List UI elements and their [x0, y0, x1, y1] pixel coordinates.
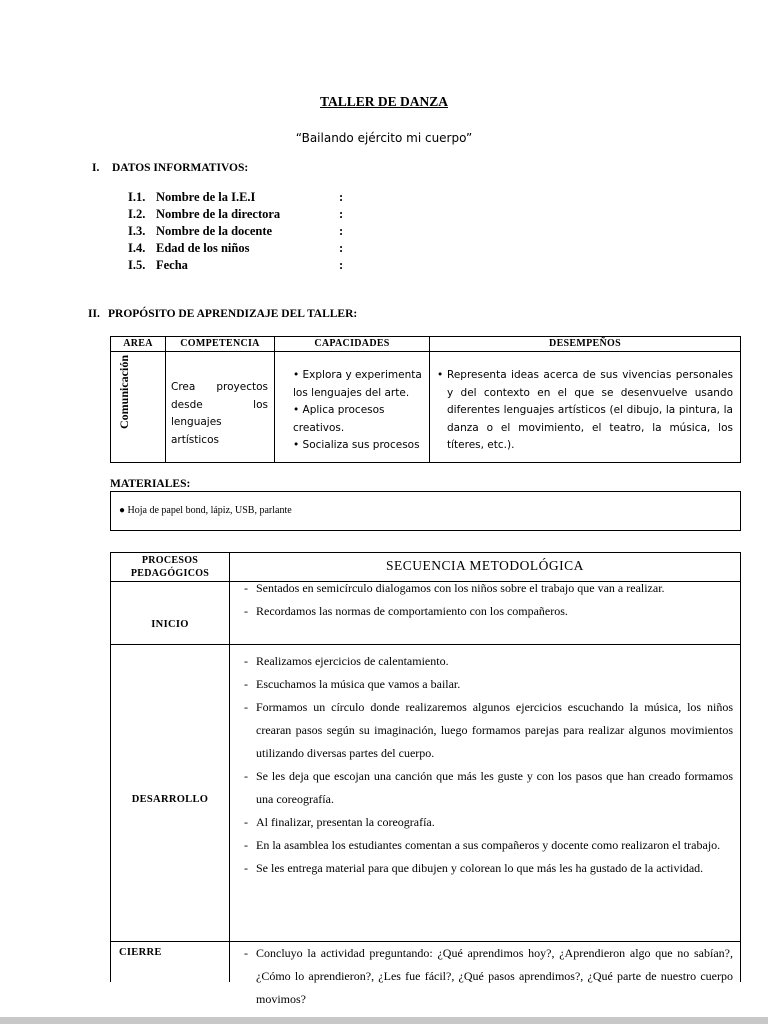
page-footer-bar: [0, 1017, 768, 1024]
competencia-line: artísticos: [171, 433, 219, 446]
header-divider: [111, 351, 740, 352]
info-number: I.2.: [128, 207, 146, 221]
info-number: I.5.: [128, 258, 146, 272]
column-divider: [429, 337, 430, 462]
info-number: I.4.: [128, 241, 146, 255]
info-row-fecha: [128, 258, 344, 275]
materiales-box: [110, 491, 741, 531]
info-label: Nombre de la I.E.I: [156, 190, 256, 204]
step-text: Sentados en semicírculo dialogamos con los niños sobre el trabajo que van a realizar.: [256, 581, 665, 595]
capacidad-item: • Socializa sus procesos: [293, 439, 420, 451]
row-divider: [111, 644, 740, 645]
step-text: Recordamos las normas de comportamiento con los compañeros.: [256, 604, 568, 618]
step-text: En la asamblea los estudiantes comentan a sus compañeros y docente como realizaron el trabajo.: [256, 838, 721, 852]
competencia-line: Crea proyectos: [171, 381, 268, 393]
desempenos-cell: [437, 367, 733, 455]
step-item: [244, 857, 733, 880]
info-colon: :: [339, 224, 344, 238]
step-item: [244, 811, 733, 834]
cierre-steps: [244, 942, 733, 1011]
competencia-line: desde los: [171, 398, 268, 411]
dash-icon: -: [244, 581, 248, 595]
step-item: [244, 673, 733, 696]
step-item: [244, 942, 733, 1011]
info-label: Edad de los niños: [156, 241, 250, 255]
bullet-icon: ●: [119, 505, 126, 516]
header-area: AREA: [123, 338, 153, 349]
step-text: Escuchamos la música que vamos a bailar.: [256, 677, 461, 691]
step-text: Al finalizar, presentan la coreografía.: [256, 815, 435, 829]
phase-inicio: INICIO: [151, 619, 189, 630]
header-desempenos: DESEMPEÑOS: [549, 338, 621, 349]
bullet-icon: •: [437, 369, 444, 381]
step-item: [244, 577, 733, 600]
info-colon: :: [339, 258, 344, 272]
info-colon: :: [339, 241, 344, 255]
info-label: Fecha: [156, 258, 188, 272]
desarrollo-steps: [244, 650, 733, 880]
info-label: Nombre de la docente: [156, 224, 273, 238]
competencia-line: lenguajes: [171, 416, 222, 428]
inicio-steps: [244, 577, 733, 623]
header-procesos-pedagogicos: PROCESOS PEDAGÓGICOS: [130, 555, 210, 579]
materiales-item: [119, 505, 292, 516]
materiales-text: Hoja de papel bond, lápiz, USB, parlante: [127, 505, 292, 516]
capacidades-cell: [293, 367, 423, 455]
section-proposito: [88, 308, 357, 320]
info-number: I.1.: [128, 190, 146, 204]
column-divider: [274, 337, 275, 462]
section-label: PROPÓSITO DE APRENDIZAJE DEL TALLER:: [108, 308, 358, 320]
info-colon: :: [339, 190, 344, 204]
column-divider: [229, 553, 230, 982]
info-row-edad: [128, 241, 344, 258]
phase-cierre: CIERRE: [119, 947, 162, 958]
info-colon: :: [339, 207, 344, 221]
header-competencia: COMPETENCIA: [180, 338, 260, 349]
step-item: [244, 696, 733, 765]
info-number: I.3.: [128, 224, 146, 238]
step-item: [244, 765, 733, 811]
dash-icon: -: [244, 677, 248, 691]
proposito-table: [110, 336, 741, 463]
info-row-directora: [128, 207, 344, 224]
info-label: Nombre de la directora: [156, 207, 281, 221]
dash-icon: -: [244, 861, 248, 875]
phase-desarrollo: DESARROLLO: [131, 794, 209, 805]
dash-icon: -: [244, 654, 248, 668]
step-item: [244, 650, 733, 673]
dash-icon: -: [244, 815, 248, 829]
section-number: I.: [92, 162, 100, 174]
dash-icon: -: [244, 946, 248, 960]
column-divider: [165, 337, 166, 462]
step-text: Se les entrega material para que dibujen y colorean lo que más les ha gustado de la actividad.: [256, 861, 704, 875]
step-item: [244, 600, 733, 623]
step-text: Realizamos ejercicios de calentamiento.: [256, 654, 449, 668]
header-capacidades: CAPACIDADES: [314, 338, 390, 349]
section-number: II.: [88, 308, 100, 320]
info-row-iei: [128, 190, 344, 207]
section-label: DATOS INFORMATIVOS:: [112, 162, 249, 174]
dash-icon: -: [244, 700, 248, 714]
area-cell: Comunicación: [117, 354, 131, 429]
header-secuencia-metodologica: SECUENCIA METODOLÓGICA: [386, 558, 584, 573]
dash-icon: -: [244, 769, 248, 783]
info-row-docente: [128, 224, 344, 241]
step-text: Se les deja que escojan una canción que más les guste y con los pasos que han creado formamos una coreografía.: [256, 769, 733, 806]
capacidad-item: • Explora y experimenta los lenguajes del arte.: [293, 369, 422, 399]
step-text: Concluyo la actividad preguntando: ¿Qué aprendimos hoy?, ¿Aprendieron algo que no sabían?, ¿Cómo lo aprendieron?, ¿Les fue fácil?, ¿Qué pasos aprendimos?, ¿Qué parte de nuestro cuerpo movimos?: [256, 946, 733, 1006]
step-text: Formamos un círculo donde realizaremos algunos ejercicios escuchando la música, los niños crearan pasos según su imaginación, luego formamos parejas para realizar algunos movimientos utilizando diversas partes del cuerpo.: [256, 700, 733, 760]
competencia-cell: [171, 379, 268, 449]
capacidad-item: • Aplica procesos creativos.: [293, 404, 385, 434]
dash-icon: -: [244, 604, 248, 618]
dash-icon: -: [244, 838, 248, 852]
secuencia-table: [110, 552, 741, 1006]
document-subtitle: “Bailando ejército mi cuerpo”: [295, 131, 473, 145]
document-title: TALLER DE DANZA: [319, 94, 449, 109]
section-datos-informativos: [92, 162, 248, 174]
materiales-title: MATERIALES:: [110, 478, 191, 490]
desempeno-text: Representa ideas acerca de sus vivencias personales y del contexto en el que se desenvuelve usando diferentes lenguajes artísticos (el dibujo, la pintura, la danza o el movimiento, el teatro, la música, los títeres, etc.).: [447, 369, 733, 451]
step-item: [244, 834, 733, 857]
